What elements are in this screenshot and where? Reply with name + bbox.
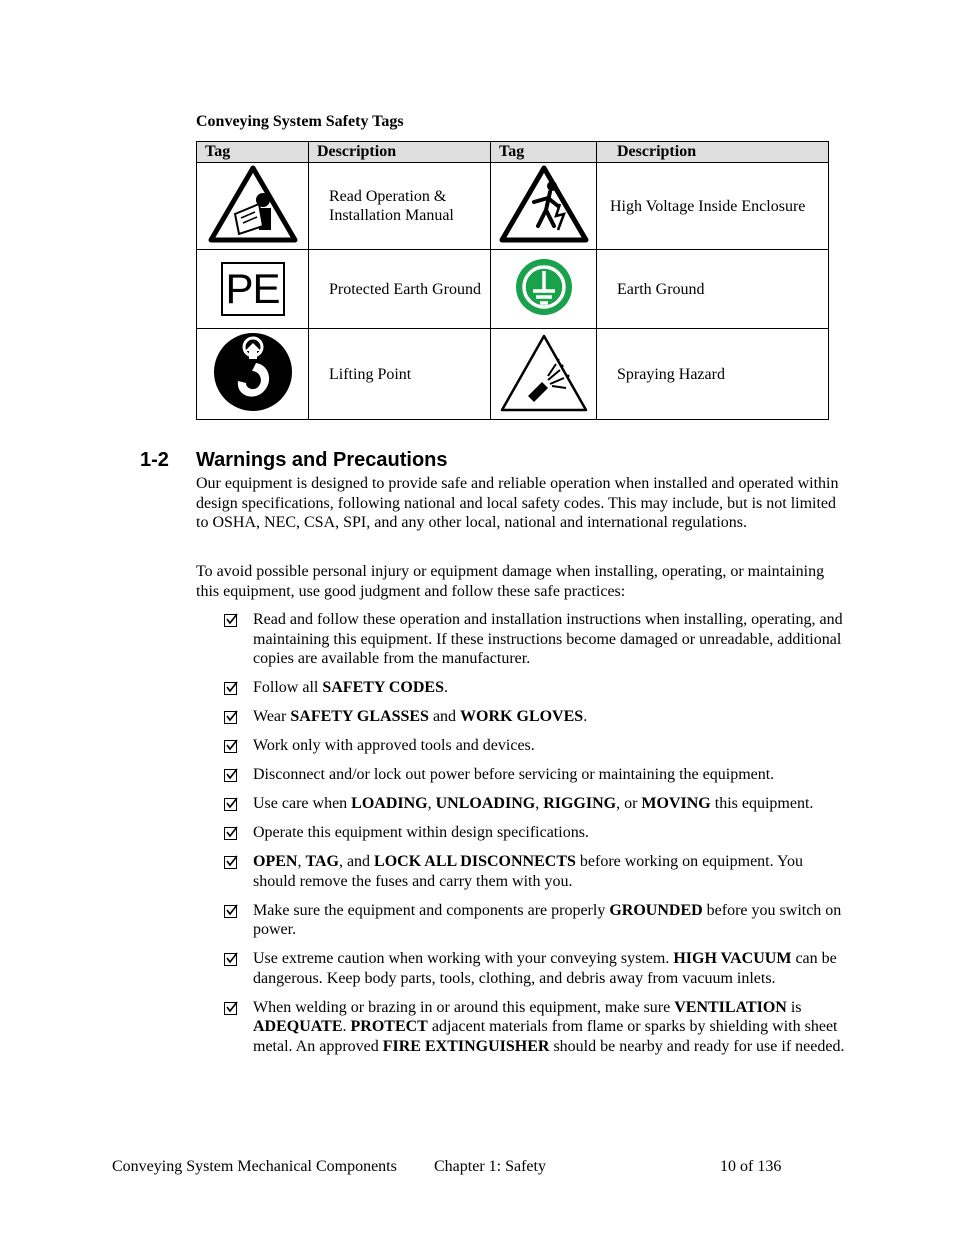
- list-item-text: Read and follow these operation and installation instructions when installing, operating, and maintaining this equipment. If these instructions become damaged or unreadable, additional copies are available from the manufacturer.: [253, 611, 843, 668]
- tag-cell: [491, 250, 597, 329]
- list-item-text: Work only with approved tools and devices.: [253, 737, 535, 755]
- emphasis-text: OPEN: [253, 853, 298, 871]
- emphasis-text: VENTILATION: [674, 998, 787, 1016]
- list-item: [224, 901, 846, 940]
- list-item: [224, 678, 846, 698]
- emphasis-text: LOCK ALL DISCONNECTS: [374, 853, 576, 871]
- tag-cell: [491, 163, 597, 250]
- header-tag-left: Tag: [197, 142, 309, 163]
- checkbox-checked-icon: [224, 711, 237, 724]
- list-item: [224, 610, 846, 669]
- emphasis-text: GROUNDED: [609, 901, 703, 919]
- tag-description: Read Operation & Installation Manual: [309, 163, 491, 250]
- read-manual-warning-icon: [207, 164, 299, 244]
- list-item-text: before you switch on power.: [253, 901, 842, 939]
- checkbox-checked-icon: [224, 769, 237, 782]
- list-item-text: Use extreme caution when working with your conveying system.: [253, 950, 674, 968]
- list-item: [224, 998, 846, 1057]
- list-item-text: Operate this equipment within design specifications.: [253, 824, 589, 842]
- list-item-text: this equipment.: [710, 795, 814, 813]
- list-item: [224, 852, 846, 891]
- list-item-text: .: [583, 708, 588, 726]
- emphasis-text: ADEQUATE: [253, 1018, 343, 1036]
- emphasis-text: SAFETY GLASSES: [290, 708, 429, 726]
- list-item-text: ,: [427, 795, 436, 813]
- tag-cell: [197, 250, 309, 329]
- emphasis-text: HIGH VACUUM: [673, 950, 792, 968]
- checkbox-checked-icon: [224, 614, 237, 627]
- tag-description: High Voltage Inside Enclosure: [597, 163, 829, 250]
- emphasis-text: MOVING: [641, 795, 711, 813]
- list-item-text: adjacent materials from flame or sparks by shielding with sheet metal. An approved: [253, 1018, 838, 1055]
- header-description-left: Description: [309, 142, 491, 163]
- list-item-text: ,: [297, 853, 306, 871]
- intro-paragraph: Our equipment is designed to provide safe and reliable operation when installed and operated within design specifications, following national and local safety codes. This may include, but is not limited to OSHA, NEC, CSA, SPI, and any other local, national and international regulations.: [196, 475, 839, 532]
- emphasis-text: LOADING: [351, 795, 428, 813]
- emphasis-text: SAFETY CODES: [322, 679, 444, 697]
- checkbox-checked-icon: [224, 905, 237, 918]
- list-item-text: Use care when: [253, 795, 352, 813]
- checkbox-checked-icon: [224, 1002, 237, 1015]
- safety-tags-table: [196, 141, 829, 420]
- tag-description: Spraying Hazard: [597, 329, 829, 420]
- practices-paragraph: To avoid possible personal injury or equipment damage when installing, operating, or maintaining this equipment, use good judgment and follow these safe practices:: [196, 563, 825, 600]
- section-title: Warnings and Precautions: [196, 449, 448, 471]
- earth-ground-icon: [514, 257, 574, 317]
- checkbox-checked-icon: [224, 827, 237, 840]
- tag-description: Lifting Point: [309, 329, 491, 420]
- tag-description: Earth Ground: [597, 250, 829, 329]
- list-item-text: When welding or brazing in or around this equipment, make sure: [253, 998, 675, 1016]
- section-heading: [140, 449, 448, 472]
- emphasis-text: FIRE EXTINGUISHER: [382, 1038, 550, 1055]
- table-header-row: [197, 142, 829, 163]
- checkbox-checked-icon: [224, 740, 237, 753]
- header-tag-right: Tag: [491, 142, 597, 163]
- table-row: [197, 250, 829, 329]
- list-item-text: Make sure the equipment and components are properly: [253, 901, 610, 919]
- safety-practices-list: [224, 610, 846, 1066]
- emphasis-text: TAG: [305, 853, 339, 871]
- tag-cell: [491, 329, 597, 420]
- list-item: [224, 707, 846, 727]
- list-item-text: can be dangerous. Keep body parts, tools, clothing, and debris away from vacuum inlets.: [253, 950, 837, 987]
- list-item-text: should be nearby and ready for use if needed.: [549, 1038, 845, 1055]
- high-voltage-warning-icon: [498, 164, 590, 244]
- emphasis-text: UNLOADING: [435, 795, 536, 813]
- lifting-point-hook-icon: [212, 331, 294, 413]
- checkbox-checked-icon: [224, 798, 237, 811]
- list-item-text: ,: [535, 795, 544, 813]
- list-item: [224, 823, 846, 843]
- emphasis-text: PROTECT: [350, 1018, 428, 1036]
- tag-description: Protected Earth Ground: [309, 250, 491, 329]
- list-item-text: Disconnect and/or lock out power before servicing or maintaining the equipment.: [253, 766, 775, 784]
- spraying-hazard-warning-icon: [498, 330, 590, 414]
- list-item-text: , and: [338, 853, 375, 871]
- checkbox-checked-icon: [224, 856, 237, 869]
- list-item-text: , or: [616, 795, 642, 813]
- checkbox-checked-icon: [224, 682, 237, 695]
- list-item-text: Follow all: [253, 679, 323, 697]
- footer-chapter: Chapter 1: Safety: [434, 1158, 546, 1175]
- list-item-text: is: [786, 998, 802, 1016]
- list-item: [224, 736, 846, 756]
- tag-cell: [197, 329, 309, 420]
- emphasis-text: WORK GLOVES: [460, 708, 584, 726]
- emphasis-text: RIGGING: [543, 795, 617, 813]
- table-row: [197, 163, 829, 250]
- footer-doc-title: Conveying System Mechanical Components: [112, 1158, 397, 1175]
- list-item-text: .: [342, 1018, 351, 1036]
- list-item-text: Wear: [253, 708, 291, 726]
- list-item: [224, 794, 846, 814]
- list-item: [224, 765, 846, 785]
- footer-page-number: 10 of 136: [720, 1158, 782, 1175]
- section-number: 1-2: [140, 449, 169, 471]
- header-description-right: Description: [597, 142, 829, 163]
- tag-cell: [197, 163, 309, 250]
- table-row: [197, 329, 829, 420]
- table-title: Conveying System Safety Tags: [196, 113, 404, 130]
- list-item: [224, 949, 846, 988]
- list-item-text: .: [444, 679, 448, 697]
- list-item-text: and: [428, 708, 461, 726]
- pe-protected-earth-icon: PE: [221, 262, 285, 316]
- checkbox-checked-icon: [224, 953, 237, 966]
- list-item-text: before working on equipment. You should remove the fuses and carry them with you.: [253, 853, 803, 890]
